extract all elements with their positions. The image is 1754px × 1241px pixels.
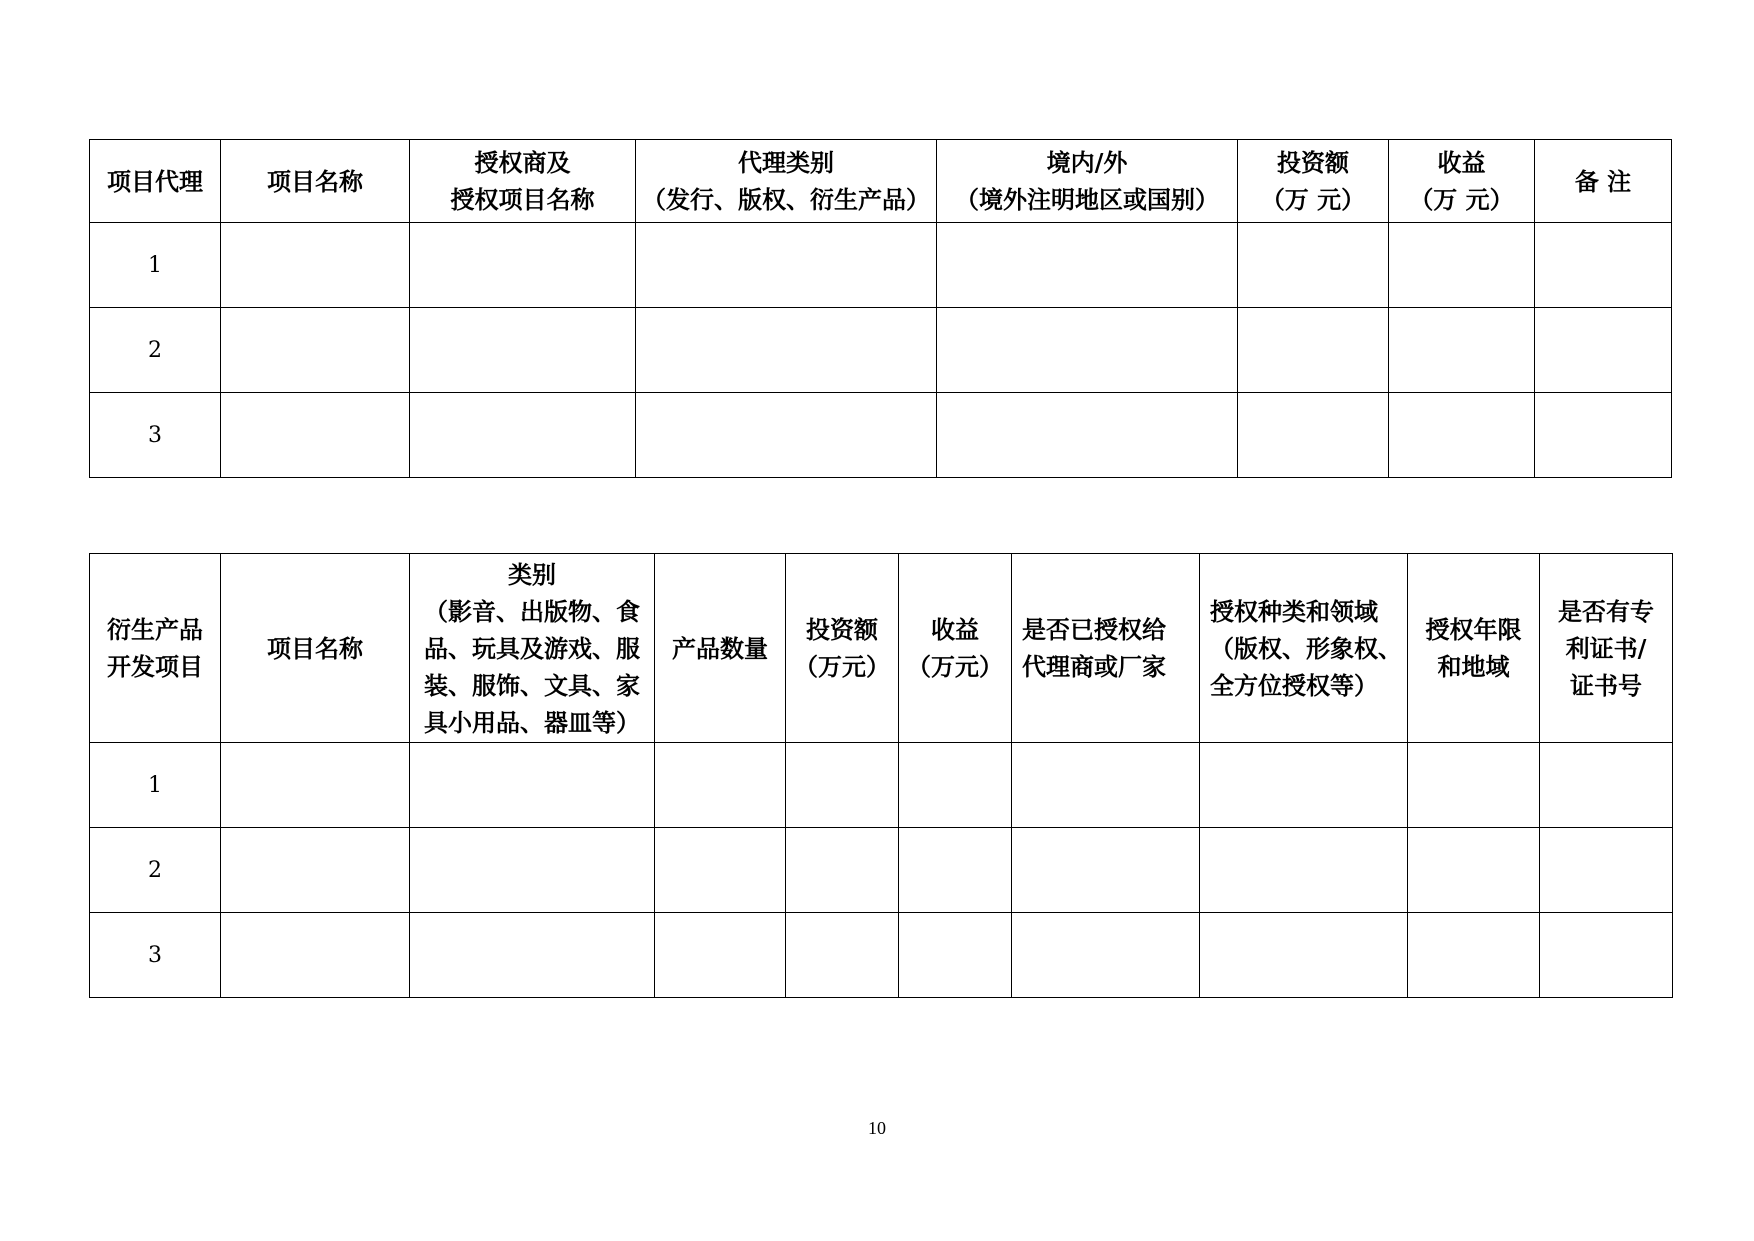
table-cell[interactable] <box>899 743 1012 828</box>
table-cell[interactable] <box>1200 913 1408 998</box>
header-license-type: 授权种类和领域 （版权、形象权、 全方位授权等） <box>1200 554 1408 743</box>
table-cell[interactable] <box>636 223 937 308</box>
table-cell[interactable] <box>410 393 636 478</box>
table-cell[interactable] <box>937 223 1238 308</box>
table-cell[interactable] <box>410 308 636 393</box>
table-cell[interactable] <box>655 913 786 998</box>
table-row <box>90 913 1673 998</box>
table-row <box>90 743 1673 828</box>
header-derivative-project: 衍生产品 开发项目 <box>90 554 221 743</box>
table-cell[interactable] <box>1408 743 1540 828</box>
table-cell[interactable] <box>221 913 410 998</box>
table-cell[interactable] <box>655 743 786 828</box>
table-cell[interactable] <box>1535 308 1672 393</box>
header-licensor: 授权商及 授权项目名称 <box>410 140 636 223</box>
table-cell[interactable] <box>1540 828 1673 913</box>
header-patent-certificate: 是否有专 利证书/ 证书号 <box>1540 554 1673 743</box>
table-cell[interactable] <box>410 913 655 998</box>
table-cell[interactable] <box>1389 308 1535 393</box>
header-investment: 投资额 （万元） <box>786 554 899 743</box>
table-cell[interactable] <box>1200 828 1408 913</box>
header-agency-project: 项目代理 <box>90 140 221 223</box>
row-number: 3 <box>90 913 221 998</box>
table-cell[interactable] <box>410 743 655 828</box>
table-cell[interactable] <box>937 393 1238 478</box>
table-cell[interactable] <box>636 308 937 393</box>
table-cell[interactable] <box>410 223 636 308</box>
project-agency-table <box>89 139 1672 478</box>
table-row <box>90 393 1672 478</box>
table-cell[interactable] <box>786 743 899 828</box>
table-cell[interactable] <box>1238 308 1389 393</box>
header-license-term-region: 授权年限 和地域 <box>1408 554 1540 743</box>
table-row <box>90 223 1672 308</box>
table-cell[interactable] <box>221 828 410 913</box>
table-header-row <box>90 554 1673 743</box>
table-row <box>90 828 1673 913</box>
table-cell[interactable] <box>1389 393 1535 478</box>
table-cell[interactable] <box>221 393 410 478</box>
header-domestic-overseas: 境内/外 （境外注明地区或国别） <box>937 140 1238 223</box>
table-cell[interactable] <box>1535 223 1672 308</box>
table-header-row <box>90 140 1672 223</box>
derivative-products-table <box>89 553 1673 998</box>
header-project-name: 项目名称 <box>221 140 410 223</box>
header-project-name: 项目名称 <box>221 554 410 743</box>
row-number: 3 <box>90 393 221 478</box>
table-cell[interactable] <box>1200 743 1408 828</box>
table-cell[interactable] <box>655 828 786 913</box>
header-remarks: 备 注 <box>1535 140 1672 223</box>
table-cell[interactable] <box>1012 913 1200 998</box>
header-revenue: 收益 （万元） <box>899 554 1012 743</box>
header-product-quantity: 产品数量 <box>655 554 786 743</box>
header-licensed-to-agent: 是否已授权给 代理商或厂家 <box>1012 554 1200 743</box>
table-cell[interactable] <box>1012 828 1200 913</box>
table-cell[interactable] <box>221 223 410 308</box>
table-cell[interactable] <box>899 828 1012 913</box>
row-number: 1 <box>90 743 221 828</box>
table-cell[interactable] <box>410 828 655 913</box>
header-investment: 投资额 （万 元） <box>1238 140 1389 223</box>
header-revenue: 收益 （万 元） <box>1389 140 1535 223</box>
table-cell[interactable] <box>1238 223 1389 308</box>
row-number: 2 <box>90 308 221 393</box>
table-cell[interactable] <box>1238 393 1389 478</box>
table-cell[interactable] <box>1540 743 1673 828</box>
table-row <box>90 308 1672 393</box>
table-cell[interactable] <box>786 913 899 998</box>
table-cell[interactable] <box>221 743 410 828</box>
table-cell[interactable] <box>899 913 1012 998</box>
header-agency-category: 代理类别 （发行、版权、衍生产品） <box>636 140 937 223</box>
table-cell[interactable] <box>1012 743 1200 828</box>
table-cell[interactable] <box>1389 223 1535 308</box>
table-cell[interactable] <box>1408 913 1540 998</box>
table-cell[interactable] <box>636 393 937 478</box>
table-cell[interactable] <box>937 308 1238 393</box>
table-cell[interactable] <box>1535 393 1672 478</box>
table-cell[interactable] <box>221 308 410 393</box>
page-number: 10 <box>868 1118 886 1138</box>
table-cell[interactable] <box>1408 828 1540 913</box>
table-cell[interactable] <box>1540 913 1673 998</box>
row-number: 1 <box>90 223 221 308</box>
row-number: 2 <box>90 828 221 913</box>
table-cell[interactable] <box>786 828 899 913</box>
header-category: 类别 （影音、出版物、食 品、玩具及游戏、服 装、服饰、文具、家 具小用品、器皿等） <box>410 554 655 743</box>
